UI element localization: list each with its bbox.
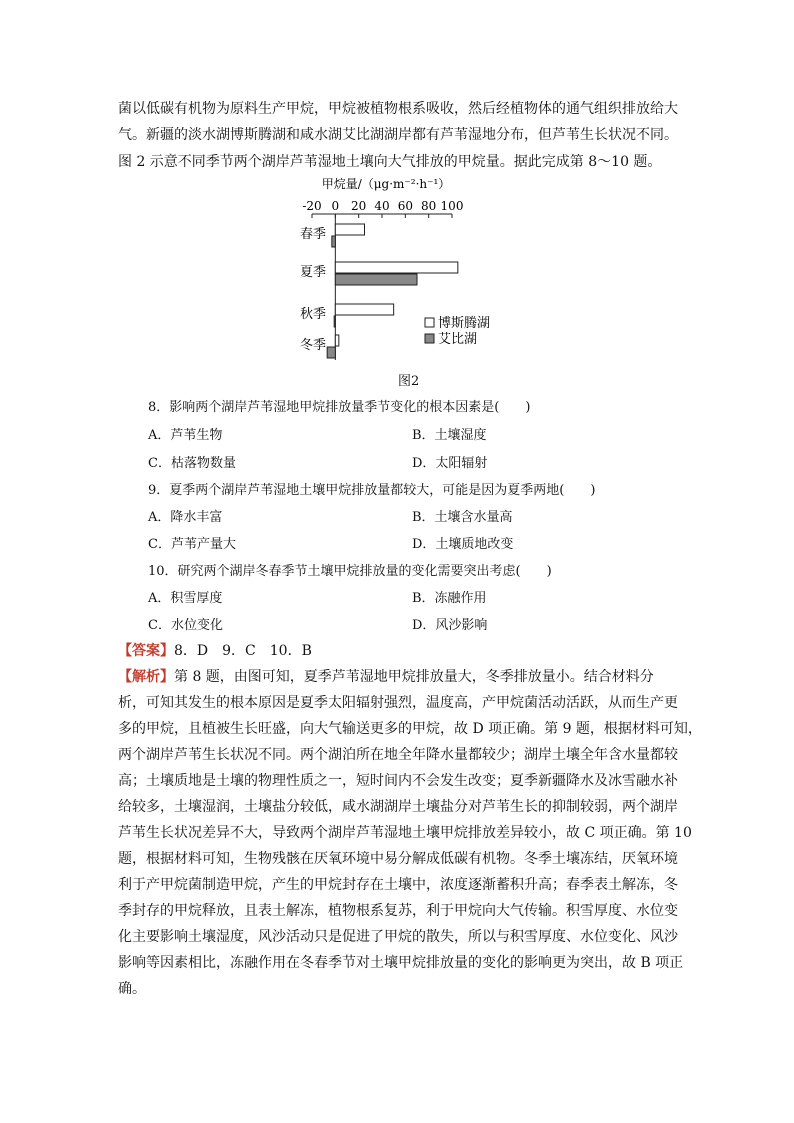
- q10-option-c: C．水位变化: [148, 618, 223, 633]
- q10-option-b: B．冻融作用: [412, 591, 487, 606]
- q9-option-b: B．土壤含水量高: [412, 510, 513, 525]
- chart-title: 甲烷量/（μg·m⁻²·h⁻¹）: [321, 177, 451, 191]
- bar-bosten-2: [335, 304, 393, 315]
- q8-option-d: D．太阳辐射: [412, 456, 488, 471]
- x-tick-label: 0: [331, 199, 340, 213]
- analysis-line: 利于产甲烷菌制造甲烷，产生的甲烷封存在土壤中，浓度逐渐蓄积升高；春季表土解冻，冬: [118, 877, 678, 893]
- bar-ebinur-0: [332, 236, 336, 247]
- question-10-stem: 10．研究两个湖岸冬春季节土壤甲烷排放量的变化需要突出考虑( ): [148, 564, 552, 579]
- answer-text: 8．D 9．C 10．B: [174, 643, 312, 659]
- bar-bosten-1: [335, 262, 457, 273]
- analysis-line: 【解析】第 8 题，由图可知，夏季芦苇湿地甲烷排放量大，冬季排放量小。结合材料分: [118, 669, 654, 685]
- legend-swatch: [425, 318, 434, 327]
- q9-option-d: D．土壤质地改变: [412, 537, 514, 552]
- answer-line: [118, 640, 312, 660]
- x-tick-label: 100: [440, 199, 464, 213]
- category-label: 夏季: [300, 265, 327, 280]
- q9-option-a: A．降水丰富: [148, 510, 223, 525]
- q8-option-c: C．枯落物数量: [148, 456, 236, 471]
- category-label: 春季: [300, 227, 327, 242]
- q9-option-c: C．芦苇产量大: [148, 537, 236, 552]
- q10-option-d: D．风沙影响: [412, 618, 488, 633]
- bar-ebinur-3: [327, 347, 335, 358]
- intro-line: 图 2 示意不同季节两个湖岸芦苇湿地土壤向大气排放的甲烷量。据此完成第 8～10 题。: [118, 154, 662, 170]
- analysis-line: 多的甲烷，且植被生长旺盛，向大气输送更多的甲烷，故 D 项正确。第 9 题，根据材料可知，: [118, 721, 702, 737]
- question-9-stem: 9．夏季两个湖岸芦苇湿地土壤甲烷排放量都较大，可能是因为夏季两地( ): [148, 483, 596, 498]
- analysis-line: 确。: [118, 981, 146, 997]
- legend-label: 艾比湖: [438, 332, 478, 347]
- x-tick-label: 20: [351, 199, 367, 213]
- intro-line: 气。新疆的淡水湖博斯腾湖和咸水湖艾比湖湖岸都有芦苇湿地分布，但芦苇生长状况不同。: [118, 127, 678, 143]
- analysis-line: 题，根据材料可知，生物残骸在厌氧环境中易分解成低碳有机物。冬季土壤冻结，厌氧环境: [118, 851, 678, 867]
- q8-option-a: A．芦苇生物: [148, 428, 223, 443]
- legend-swatch: [425, 334, 434, 343]
- answer-tag: 【答案】: [118, 643, 174, 659]
- intro-line: 菌以低碳有机物为原料生产甲烷，甲烷被植物根系吸收，然后经植物体的通气组织排放给大: [118, 101, 678, 117]
- bar-ebinur-2: [334, 316, 335, 327]
- bar-bosten-3: [335, 335, 339, 346]
- analysis-line: 两个湖岸芦苇生长状况不同。两个湖泊所在地全年降水量都较少；湖岸土壤全年含水量都较: [118, 747, 678, 763]
- analysis-line: 季封存的甲烷释放，且表土解冻，植物根系复苏，利于甲烷向大气传输。积雪厚度、水位变: [118, 903, 678, 919]
- analysis-line: 芦苇生长状况差异不大，导致两个湖岸芦苇湿地土壤甲烷排放差异较小，故 C 项正确。第 10: [118, 825, 692, 841]
- analysis-line: 给较多，土壤湿润，土壤盐分较低，咸水湖湖岸土壤盐分对芦苇生长的抑制较弱，两个湖岸: [118, 799, 678, 815]
- category-label: 秋季: [300, 307, 327, 322]
- analysis-tag: 【解析】: [118, 669, 174, 685]
- x-tick-label: 60: [397, 199, 413, 213]
- analysis-line: 高；土壤质地是土壤的物理性质之一，短时间内不会发生改变；夏季新疆降水及冰雪融水补: [118, 773, 678, 789]
- analysis-line: 析，可知其发生的根本原因是夏季太阳辐射强烈，温度高，产甲烷菌活动活跃，从而生产更: [118, 695, 678, 711]
- analysis-line: 化主要影响土壤湿度，风沙活动只是促进了甲烷的散失，所以与积雪厚度、水位变化、风沙: [118, 929, 678, 945]
- legend-label: 博斯腾湖: [438, 316, 491, 331]
- x-tick-label: 80: [421, 199, 437, 213]
- x-tick-label: 40: [374, 199, 390, 213]
- category-label: 冬季: [300, 338, 327, 353]
- analysis-line: 影响等因素相比，冻融作用在冬春季节对土壤甲烷排放量的变化的影响更为突出，故 B 项正: [118, 955, 684, 971]
- q8-option-b: B．土壤湿度: [412, 428, 487, 443]
- figure-caption: 图2: [398, 374, 420, 389]
- q10-option-a: A．积雪厚度: [148, 591, 223, 606]
- question-8-stem: 8．影响两个湖岸芦苇湿地甲烷排放量季节变化的根本因素是( ): [148, 400, 531, 415]
- bar-ebinur-1: [335, 274, 417, 285]
- x-tick-label: -20: [302, 199, 322, 213]
- bar-bosten-0: [335, 224, 364, 235]
- methane-bar-chart: [290, 172, 530, 362]
